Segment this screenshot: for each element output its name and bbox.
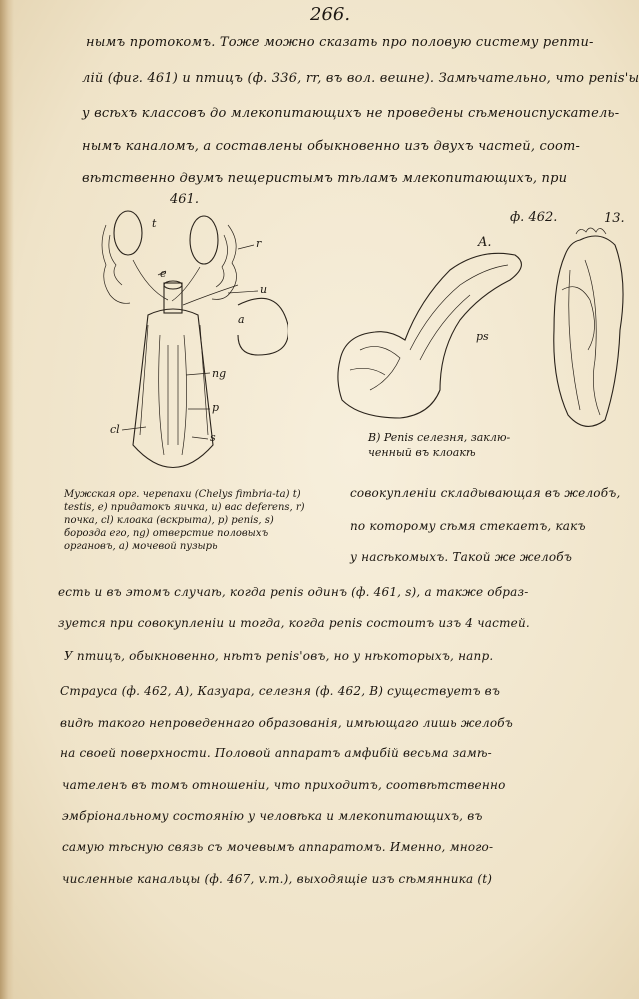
bladder bbox=[238, 298, 288, 355]
text-line: У птицъ, обыкновенно, нѣтъ penis'овъ, но у нѣкоторыхъ, напр. bbox=[64, 649, 494, 663]
figure-462-caption-line: ченный въ клоакѣ bbox=[368, 446, 476, 459]
text-line: нымъ протокомъ. Тоже можно сказать про половую систему репти- bbox=[86, 35, 594, 50]
penis-ostrich bbox=[338, 253, 522, 418]
text-line: по которому сѣмя стекаетъ, какъ bbox=[350, 519, 586, 533]
epididymis-left bbox=[102, 225, 130, 303]
testis-left bbox=[114, 211, 142, 255]
figure-461-number: 461. bbox=[170, 192, 199, 207]
svg-text:t: t bbox=[152, 217, 157, 230]
svg-text:r: r bbox=[256, 237, 262, 250]
page-binding-shadow bbox=[0, 0, 14, 999]
text-line: вѣтственно двумъ пещеристымъ тѣламъ млекопитающихъ, при bbox=[82, 171, 568, 186]
text-line: Страуса (ф. 462, A), Казуара, селезня (ф. 462, B) существуетъ въ bbox=[60, 684, 501, 698]
text-line: эмбріональному состоянію у человѣка и млекопитающихъ, въ bbox=[62, 809, 483, 823]
figure-462-panel-b-label: 13. bbox=[604, 211, 625, 226]
figure-462-panel-a-label: A. bbox=[478, 235, 492, 250]
figure-462-caption-line: B) Penis селезня, заклю- bbox=[368, 431, 511, 444]
figure-462b-illustration bbox=[540, 220, 630, 440]
figure-462-caption bbox=[368, 430, 510, 460]
cloaca-opened bbox=[133, 309, 213, 468]
text-line: зуется при совокупленіи и тогда, когда penis состоитъ изъ 4 частей. bbox=[58, 616, 530, 630]
text-line: лій (фиг. 461) и птицъ (ф. 336, rr, въ вол. вешне). Замѣчательно, что penis'ы bbox=[82, 71, 639, 86]
svg-text:p: p bbox=[212, 401, 220, 414]
figure-461-illustration bbox=[88, 205, 288, 495]
text-line: нымъ каналомъ, а составлены обыкновенно изъ двухъ частей, соот- bbox=[82, 139, 581, 154]
text-line: численные канальцы (ф. 467, v.m.), выходящіе изъ сѣмянника (t) bbox=[62, 872, 493, 886]
svg-text:ng: ng bbox=[212, 367, 227, 380]
svg-text:cl: cl bbox=[110, 423, 120, 436]
text-line: чателенъ въ томъ отношеніи, что приходитъ, соотвѣтственно bbox=[62, 778, 506, 792]
text-line: на своей поверхности. Половой аппаратъ амфибій весьма замѣ- bbox=[60, 746, 492, 760]
text-line: у насѣкомыхъ. Такой же желобъ bbox=[350, 550, 573, 564]
figure-461-caption: Мужская орг. черепахи (Chelys fimbria-ta) t) testis, e) придатокъ яичка, u) вас deferens, r) почка, cl) клоака (вскрыта), p) penis, s) борозда его, ng) отверстие половыхъ органовъ, a) мочевой пузырь bbox=[64, 489, 305, 552]
figure-462-number: ф. 462. bbox=[510, 210, 558, 225]
figure-462a-illustration bbox=[330, 240, 530, 430]
svg-text:s: s bbox=[210, 431, 216, 444]
text-line: видѣ такого непроведеннаго образованія, имѣющаго лишь желобъ bbox=[60, 716, 513, 730]
page-number: 266. bbox=[310, 4, 351, 25]
text-line: есть и въ этомъ случаѣ, когда penis одинъ (ф. 461, s), а также образ- bbox=[58, 585, 529, 599]
text-line: у всѣхъ классовъ до млекопитающихъ не проведены сѣменоиспускатель- bbox=[82, 106, 620, 121]
figure-462-inner-label: ps bbox=[476, 330, 489, 343]
svg-text:u: u bbox=[260, 283, 268, 296]
penis-drake-in-cloaca bbox=[554, 236, 623, 426]
svg-text:e: e bbox=[160, 267, 167, 280]
testis-right bbox=[190, 216, 218, 264]
text-line: совокупленіи складывающая въ желобъ, bbox=[350, 486, 621, 500]
svg-text:a: a bbox=[238, 313, 245, 326]
text-line: самую тѣсную связь съ мочевымъ аппаратомъ. Именно, много- bbox=[62, 840, 494, 854]
